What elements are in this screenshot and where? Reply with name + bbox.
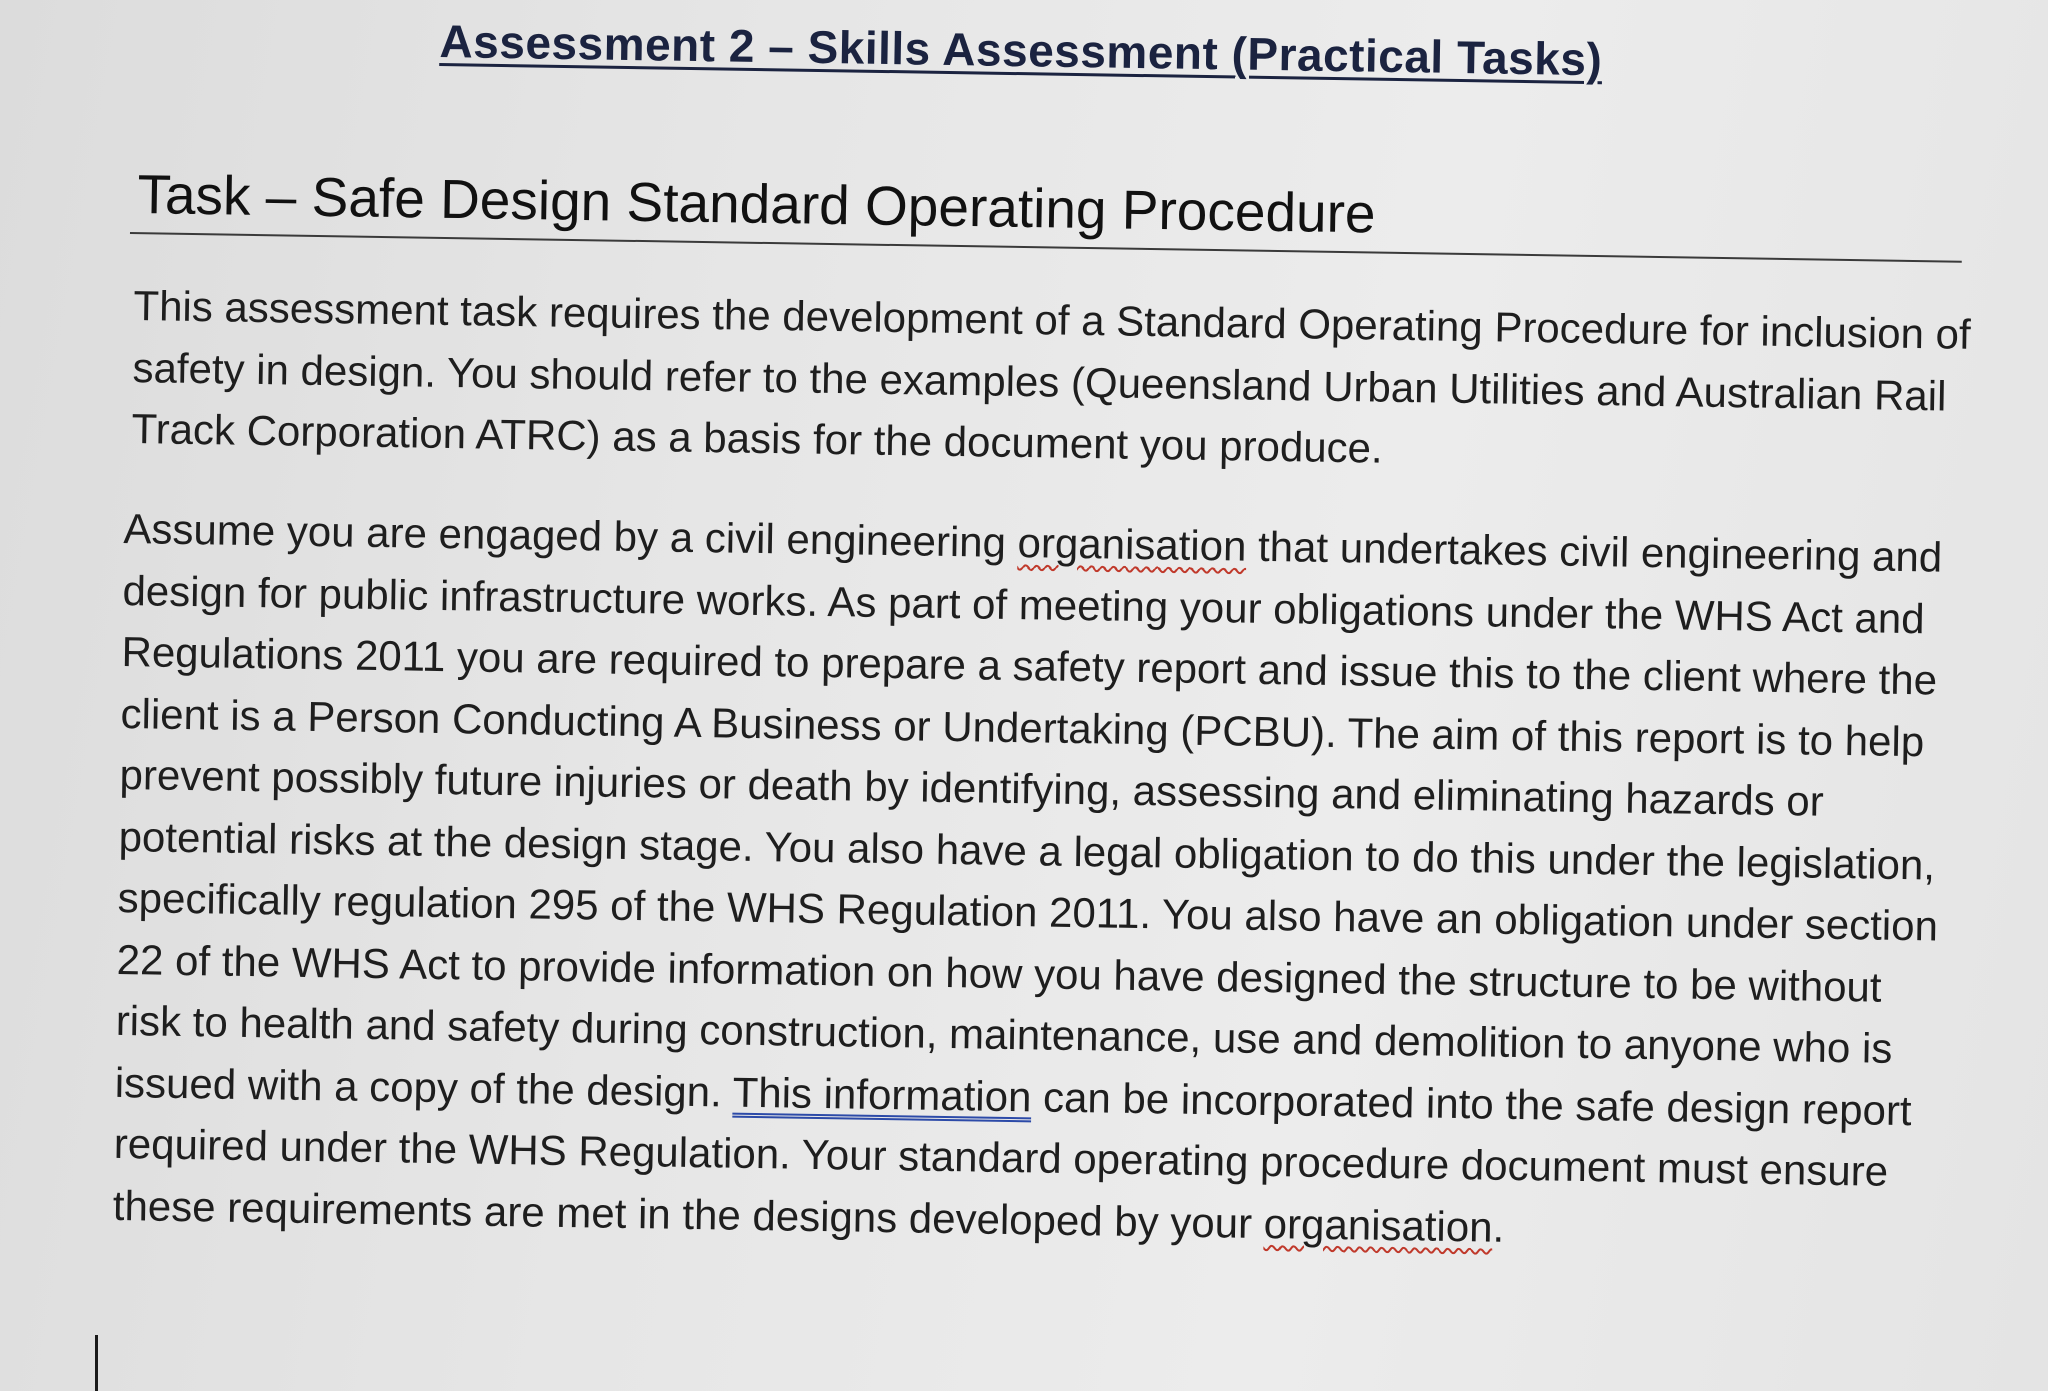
text-line: specifically regulation 295 of the WHS Regulation 2011. You also have an obligation under section [117, 873, 1939, 950]
text-line: required under the WHS Regulation. Your standard operating procedure document must ensure [113, 1119, 1889, 1195]
paragraph-requirements [112, 498, 2003, 1265]
text-line: design for public infrastructure works. As part of meeting your obligations under the WHS Act and [122, 566, 1925, 642]
text-line: This assessment task requires the development of a Standard Operating Procedure for inclusion of [133, 281, 1971, 358]
task-heading: Task – Safe Design Standard Operating Procedure [137, 162, 1377, 245]
text-line: risk to health and safety during construction, maintenance, use and demolition to anyone who is [115, 996, 1893, 1072]
text-line: safety in design. You should refer to the examples (Queensland Urban Utilities and Australian Rail [132, 343, 1947, 419]
text-line: client is a Person Conducting A Business or Undertaking (PCBU). The aim of this report is to help [120, 689, 1925, 765]
text-segment: issued with a copy of the design. [114, 1058, 734, 1116]
text-segment: that undertakes civil engineering and [1246, 522, 1943, 581]
text-line: 22 of the WHS Act to provide information on how you have designed the structure to be without [116, 935, 1882, 1011]
text-line: potential risks at the design stage. You also have a legal obligation to do this under the legislation, [118, 812, 1936, 888]
grammar-flagged-phrase[interactable]: This information [732, 1068, 1032, 1120]
text-cursor[interactable] [95, 1335, 98, 1391]
text-segment: these requirements are met in the designs developed by your [112, 1181, 1265, 1247]
spelling-flagged-word[interactable]: organisation [1263, 1199, 1493, 1251]
text-segment: Assume you are engaged by a civil engineering [123, 504, 1019, 567]
text-segment: . [1492, 1203, 1505, 1251]
text-line: prevent possibly future injuries or death by identifying, assessing and eliminating hazards or [119, 750, 1825, 825]
assessment-heading: Assessment 2 – Skills Assessment (Practical Tasks) [439, 14, 1603, 86]
spelling-flagged-word[interactable]: organisation [1017, 519, 1247, 570]
text-segment: can be incorporated into the safe design report [1031, 1072, 1912, 1134]
text-line: Track Corporation ATRC) as a basis for the document you produce. [131, 404, 1384, 472]
paragraph-intro [131, 275, 2014, 489]
text-line: Regulations 2011 you are required to prepare a safety report and issue this to the client where the [121, 627, 1938, 704]
